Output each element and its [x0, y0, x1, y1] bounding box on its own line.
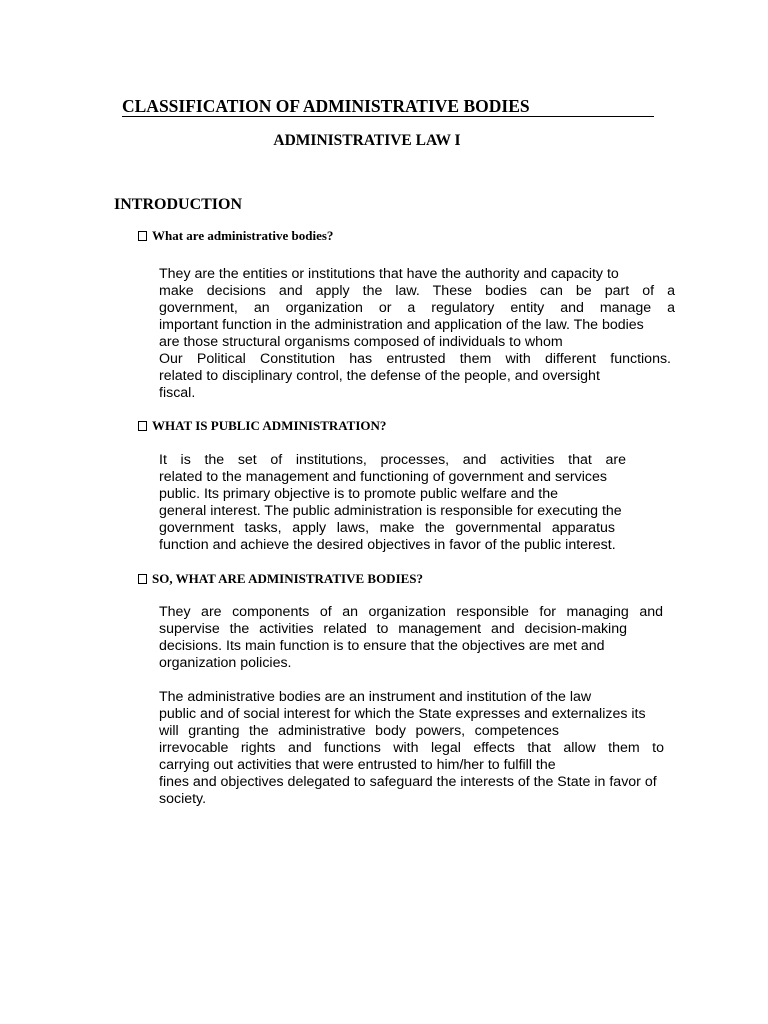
- paragraph-2: [159, 452, 675, 554]
- paragraph-line: important function in the administration and application of the law. The bodies: [159, 317, 644, 333]
- document-subtitle: ADMINISTRATIVE LAW I: [273, 132, 461, 149]
- paragraph-line: related to the management and functioning of government and services: [159, 469, 607, 485]
- question-text: SO, WHAT ARE ADMINISTRATIVE BODIES?: [152, 571, 424, 586]
- paragraph-line: related to disciplinary control, the defense of the people, and oversight: [159, 368, 600, 384]
- document-title: CLASSIFICATION OF ADMINISTRATIVE BODIES: [122, 96, 654, 117]
- paragraph-line: organization policies.: [159, 655, 292, 671]
- question-heading-3: [138, 570, 423, 588]
- paragraph-4: [159, 689, 675, 808]
- paragraph-line: fiscal.: [159, 385, 196, 401]
- box-bullet-icon: [138, 574, 147, 584]
- paragraph-line: government, an organization or a regulatory entity and manage a: [159, 300, 675, 316]
- paragraph-3: [159, 604, 675, 672]
- paragraph-line: supervise the activities related to management and decision-making: [159, 621, 627, 637]
- paragraph-line: make decisions and apply the law. These bodies can be part of a: [159, 283, 675, 299]
- paragraph-line: They are components of an organization responsible for managing and: [159, 604, 663, 620]
- box-bullet-icon: [138, 231, 147, 241]
- paragraph-line: public and of social interest for which the State expresses and externalizes its: [159, 706, 646, 722]
- paragraph-line: government tasks, apply laws, make the governmental apparatus: [159, 520, 615, 536]
- paragraph-1: [159, 266, 675, 402]
- paragraph-line: fines and objectives delegated to safeguard the interests of the State in favor of: [159, 774, 657, 790]
- question-text: WHAT IS PUBLIC ADMINISTRATION?: [152, 418, 387, 433]
- paragraph-line: public. Its primary objective is to promote public welfare and the: [159, 486, 559, 502]
- paragraph-line: are those structural organisms composed of individuals to whom: [159, 334, 563, 350]
- paragraph-line: It is the set of institutions, processes, and activities that are: [159, 452, 626, 468]
- paragraph-line: irrevocable rights and functions with legal effects that allow them to: [159, 740, 664, 756]
- paragraph-line: The administrative bodies are an instrument and institution of the law: [159, 689, 592, 705]
- paragraph-line: function and achieve the desired objectives in favor of the public interest.: [159, 537, 616, 553]
- paragraph-line: They are the entities or institutions that have the authority and capacity to: [159, 266, 619, 282]
- paragraph-line: carrying out activities that were entrusted to him/her to fulfill the: [159, 757, 556, 773]
- box-bullet-icon: [138, 421, 147, 431]
- question-text: What are administrative bodies?: [152, 228, 334, 243]
- paragraph-line: Our Political Constitution has entrusted them with different functions.: [159, 351, 671, 367]
- question-heading-2: [138, 417, 386, 435]
- paragraph-line: decisions. Its main function is to ensure that the objectives are met and: [159, 638, 605, 654]
- paragraph-line: general interest. The public administration is responsible for executing the: [159, 503, 622, 519]
- paragraph-line: will granting the administrative body powers, competences: [159, 723, 559, 739]
- section-heading: INTRODUCTION: [114, 196, 243, 213]
- question-heading-1: [138, 227, 333, 245]
- paragraph-line: society.: [159, 791, 207, 807]
